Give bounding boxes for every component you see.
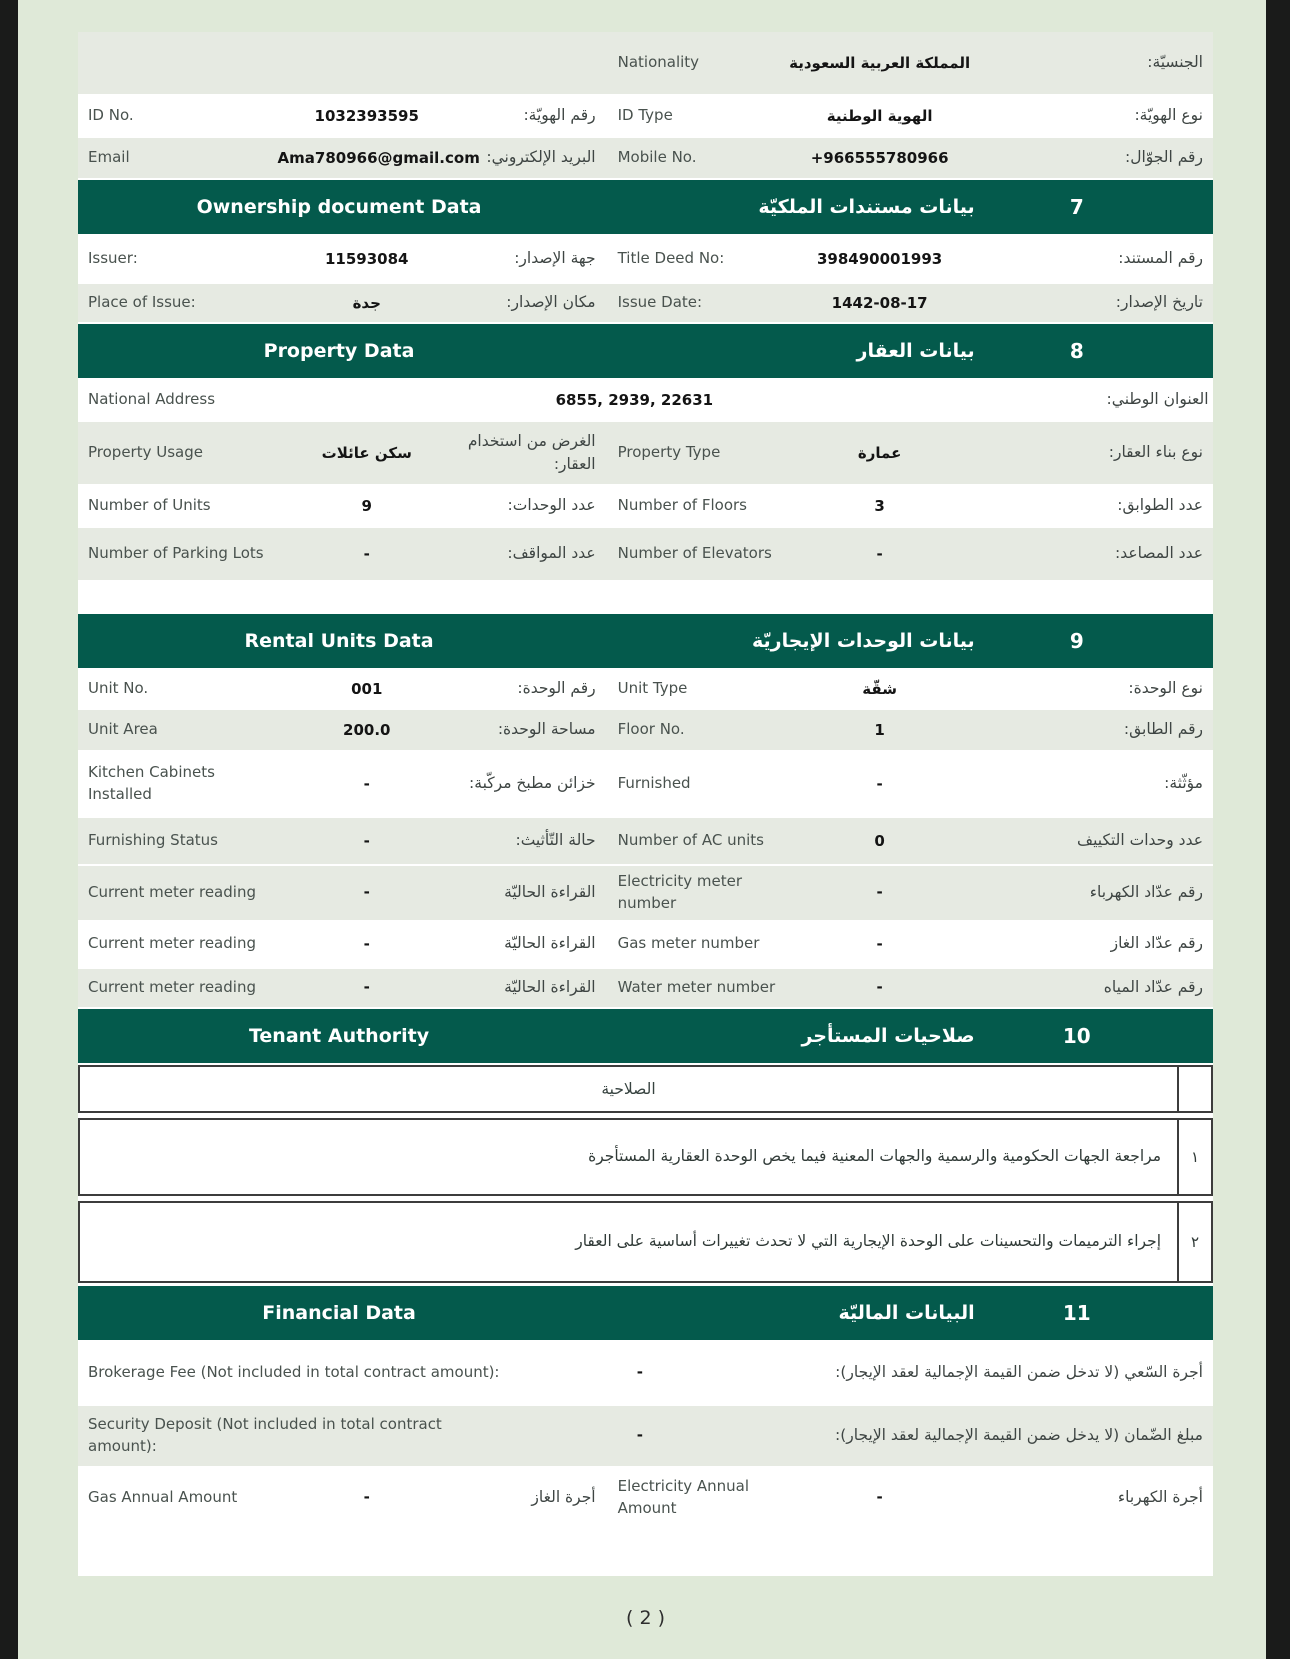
title-deed-label-en: Title Deed No: xyxy=(617,249,725,268)
furnished-label-ar: مؤثّثة: xyxy=(1164,774,1203,793)
ac-units-label-en: Number of AC units xyxy=(617,831,764,850)
section-header-financial xyxy=(78,1286,1213,1340)
kitchen-furnished-row xyxy=(78,752,1213,816)
parking-elevators-row xyxy=(78,528,1213,580)
electricity-meter-value: - xyxy=(876,883,883,902)
floor-no-label-ar: رقم الطابق: xyxy=(1123,720,1203,739)
section-gap xyxy=(78,582,1213,614)
national-address-row xyxy=(78,380,1213,420)
authority-table-header xyxy=(78,1065,1213,1113)
issuer-value: 11593084 xyxy=(324,249,409,268)
property-usage-value: سكن عائلات xyxy=(321,443,412,462)
national-address-label-ar: العنوان الوطني: xyxy=(1106,390,1209,409)
id-type-label-ar: نوع الهويّة: xyxy=(1134,106,1203,125)
section-title-ar: البيانات الماليّة xyxy=(838,1301,975,1324)
electricity-annual-value: - xyxy=(876,1488,883,1506)
nationality-value: المملكة العربية السعودية xyxy=(789,53,971,72)
furnishing-status-value: - xyxy=(363,831,370,850)
property-type-label-en: Property Type xyxy=(617,443,721,462)
section-header-tenant-authority xyxy=(78,1009,1213,1063)
current-reading-value: - xyxy=(363,934,370,953)
tenant-authority-table xyxy=(78,1065,1213,1283)
authority-item-index: ١ xyxy=(1190,1147,1200,1166)
ac-units-label-ar: عدد وحدات التكييف xyxy=(1077,831,1203,850)
email-value: Ama780966@gmail.com xyxy=(277,148,480,167)
title-deed-label-ar: رقم المستند: xyxy=(1118,249,1203,268)
security-deposit-row xyxy=(78,1406,1213,1466)
place-of-issue-label-en: Place of Issue: xyxy=(88,293,196,312)
nationality-label-en: Nationality xyxy=(617,53,700,72)
gas-annual-label-en: Gas Annual Amount xyxy=(88,1487,238,1506)
unit-type-label-en: Unit Type xyxy=(617,679,688,698)
current-reading-label-en: Current meter reading xyxy=(88,977,256,996)
right-edge-bar xyxy=(1266,0,1290,1659)
authority-index-cell xyxy=(1177,1203,1211,1281)
authority-item-text: مراجعة الجهات الحكومية والرسمية والجهات المعنية فيما يخص الوحدة العقارية المستأجرة xyxy=(588,1146,1161,1165)
unit-no-label-en: Unit No. xyxy=(88,679,149,698)
property-type-label-ar: نوع بناء العقار: xyxy=(1108,443,1203,462)
floor-no-value: 1 xyxy=(874,720,885,739)
security-deposit-value: - xyxy=(636,1426,644,1444)
unit-area-label-en: Unit Area xyxy=(88,720,158,739)
floor-no-label-en: Floor No. xyxy=(617,720,685,739)
mobile-value: +966555780966 xyxy=(810,148,949,167)
gas-meter-row xyxy=(78,922,1213,967)
issue-date-label-ar: تاريخ الإصدار: xyxy=(1115,293,1203,312)
section-title-ar: بيانات الوحدات الإيجاريّة xyxy=(751,630,975,652)
authority-item-cell xyxy=(80,1203,1177,1281)
water-meter-value: - xyxy=(876,978,883,996)
brokerage-fee-label-en: Brokerage Fee (Not included in total contract amount): xyxy=(88,1362,500,1381)
furnishing-ac-row xyxy=(78,818,1213,864)
elevators-label-ar: عدد المصاعد: xyxy=(1114,544,1203,563)
security-deposit-label-ar: مبلغ الضّمان (لا يدخل ضمن القيمة الإجمالية لعقد الإيجار): xyxy=(835,1425,1203,1444)
authority-item-cell xyxy=(80,1120,1177,1194)
current-reading-label-ar: القراءة الحاليّة xyxy=(504,934,596,953)
section-title-ar: صلاحيات المستأجر xyxy=(801,1024,975,1047)
electricity-meter-row xyxy=(78,866,1213,920)
email-label-ar: البريد الإلكتروني: xyxy=(486,148,596,167)
authority-index-cell xyxy=(1177,1120,1211,1194)
kitchen-cabinets-value: - xyxy=(363,774,370,793)
id-row xyxy=(78,96,1213,136)
unit-area-row xyxy=(78,710,1213,750)
gas-meter-label-en: Gas meter number xyxy=(617,934,760,953)
id-no-label-ar: رقم الهويّة: xyxy=(523,106,596,125)
section-header-rental-units xyxy=(78,614,1213,668)
electricity-meter-label-ar: رقم عدّاد الكهرباء xyxy=(1089,883,1203,902)
current-reading-label-en: Current meter reading xyxy=(88,934,256,953)
kitchen-cabinets-label-en: Kitchen Cabinets Installed xyxy=(88,763,215,803)
section-header-property xyxy=(78,324,1213,378)
gas-annual-label-ar: أجرة الغاز xyxy=(531,1487,596,1506)
place-of-issue-label-ar: مكان الإصدار: xyxy=(506,293,596,312)
mobile-label-ar: رقم الجوّال: xyxy=(1124,148,1203,167)
id-no-value: 1032393595 xyxy=(314,106,419,125)
electricity-annual-label-ar: أجرة الكهرباء xyxy=(1117,1487,1203,1506)
section-title-en: Financial Data xyxy=(262,1301,416,1324)
section-title-en: Property Data xyxy=(263,340,415,362)
nationality-row xyxy=(78,32,1213,94)
id-type-label-en: ID Type xyxy=(617,106,673,125)
issue-place-row xyxy=(78,284,1213,322)
issue-date-label-en: Issue Date: xyxy=(617,293,703,312)
furnishing-status-label-ar: حالة التّأثيث: xyxy=(515,831,596,850)
units-floors-row xyxy=(78,486,1213,526)
elevators-label-en: Number of Elevators xyxy=(617,544,772,563)
parking-lots-value: - xyxy=(363,544,370,563)
email-label-en: Email xyxy=(88,148,130,167)
property-usage-row xyxy=(78,422,1213,484)
id-no-label-en: ID No. xyxy=(88,106,134,125)
section-title-ar: بيانات مستندات الملكيّة xyxy=(758,196,975,218)
furnished-label-en: Furnished xyxy=(617,774,691,793)
furnished-value: - xyxy=(876,774,883,793)
left-edge-bar xyxy=(0,0,18,1659)
authority-item-text: إجراء الترميمات والتحسينات على الوحدة الإيجارية التي لا تحدث تغييرات أساسية على العقار xyxy=(575,1231,1161,1250)
section-title-en: Rental Units Data xyxy=(244,630,434,652)
authority-column-title: الصلاحية xyxy=(601,1079,656,1098)
current-reading-label-ar: القراءة الحاليّة xyxy=(504,977,596,996)
unit-no-label-ar: رقم الوحدة: xyxy=(517,679,596,698)
issue-date-value: 1442-08-17 xyxy=(831,293,928,312)
number-of-units-value: 9 xyxy=(361,496,372,515)
section-number: 9 xyxy=(1069,629,1084,653)
number-of-floors-value: 3 xyxy=(874,496,885,515)
security-deposit-label-en: Security Deposit (Not included in total contract amount): xyxy=(88,1414,442,1455)
elevators-value: - xyxy=(876,544,883,563)
electricity-meter-label-en: Electricity meter number xyxy=(617,872,743,912)
place-of-issue-value: جدة xyxy=(352,293,381,312)
authority-item-index: ٢ xyxy=(1190,1232,1200,1251)
ac-units-value: 0 xyxy=(874,831,885,850)
contract-document xyxy=(78,32,1213,1576)
current-reading-label-ar: القراءة الحاليّة xyxy=(504,883,596,902)
issuer-label-en: Issuer: xyxy=(88,249,138,268)
unit-no-value: 001 xyxy=(351,679,383,698)
electricity-annual-label-en: Electricity Annual Amount xyxy=(617,1476,750,1517)
nationality-label-ar: الجنسيّة: xyxy=(1147,53,1203,72)
page-number: ( 2 ) xyxy=(626,1607,665,1629)
gas-meter-value: - xyxy=(876,934,883,953)
gas-annual-value: - xyxy=(363,1488,370,1506)
section-number: 8 xyxy=(1069,339,1084,363)
authority-item-row xyxy=(78,1118,1213,1196)
section-number: 11 xyxy=(1062,1300,1091,1325)
issuer-row xyxy=(78,236,1213,282)
brokerage-fee-label-ar: أجرة السّعي (لا تدخل ضمن القيمة الإجمالية لعقد الإيجار): xyxy=(835,1362,1203,1381)
current-reading-label-en: Current meter reading xyxy=(88,882,256,901)
authority-header-cell xyxy=(80,1067,1177,1111)
number-of-units-label-ar: عدد الوحدات: xyxy=(507,496,596,515)
unit-no-row xyxy=(78,670,1213,708)
property-usage-label-en: Property Usage xyxy=(88,443,203,462)
authority-item-row xyxy=(78,1201,1213,1283)
national-address-value: 6855, 2939, 22631 xyxy=(555,390,714,409)
kitchen-cabinets-label-ar: خزائن مطبخ مركّبة: xyxy=(469,774,596,793)
national-address-label-en: National Address xyxy=(88,390,216,409)
unit-type-label-ar: نوع الوحدة: xyxy=(1128,679,1203,698)
brokerage-fee-row xyxy=(78,1342,1213,1404)
parking-lots-label-en: Number of Parking Lots xyxy=(88,544,264,563)
issuer-label-ar: جهة الإصدار: xyxy=(514,249,596,268)
section-title-en: Ownership document Data xyxy=(196,196,482,218)
authority-index-cell xyxy=(1177,1067,1211,1111)
section-number: 10 xyxy=(1062,1023,1091,1048)
water-meter-label-en: Water meter number xyxy=(617,977,776,996)
water-meter-label-ar: رقم عدّاد المياه xyxy=(1103,977,1203,996)
current-reading-value: - xyxy=(363,883,370,902)
brokerage-fee-value: - xyxy=(636,1363,644,1381)
property-usage-label-ar: الغرض من استخدام العقار: xyxy=(467,431,596,473)
section-number: 7 xyxy=(1069,195,1084,219)
section-title-en: Tenant Authority xyxy=(248,1024,430,1047)
annual-amounts-row xyxy=(78,1468,1213,1528)
title-deed-value: 398490001993 xyxy=(817,249,943,268)
furnishing-status-label-en: Furnishing Status xyxy=(88,831,218,850)
unit-area-label-ar: مساحة الوحدة: xyxy=(497,720,596,739)
section-header-ownership xyxy=(78,180,1213,234)
contact-row xyxy=(78,138,1213,178)
water-meter-row xyxy=(78,969,1213,1007)
number-of-units-label-en: Number of Units xyxy=(88,496,211,515)
id-type-value: الهوية الوطنية xyxy=(826,106,933,125)
number-of-floors-label-en: Number of Floors xyxy=(617,496,747,515)
gas-meter-label-ar: رقم عدّاد الغاز xyxy=(1110,934,1203,953)
mobile-label-en: Mobile No. xyxy=(617,148,697,167)
unit-area-value: 200.0 xyxy=(343,720,391,739)
parking-lots-label-ar: عدد المواقف: xyxy=(507,544,596,563)
section-title-ar: بيانات العقار xyxy=(856,340,975,362)
unit-type-value: شقّة xyxy=(862,679,897,698)
number-of-floors-label-ar: عدد الطوابق: xyxy=(1117,496,1203,515)
current-reading-value: - xyxy=(363,978,370,996)
property-type-value: عمارة xyxy=(857,443,902,462)
